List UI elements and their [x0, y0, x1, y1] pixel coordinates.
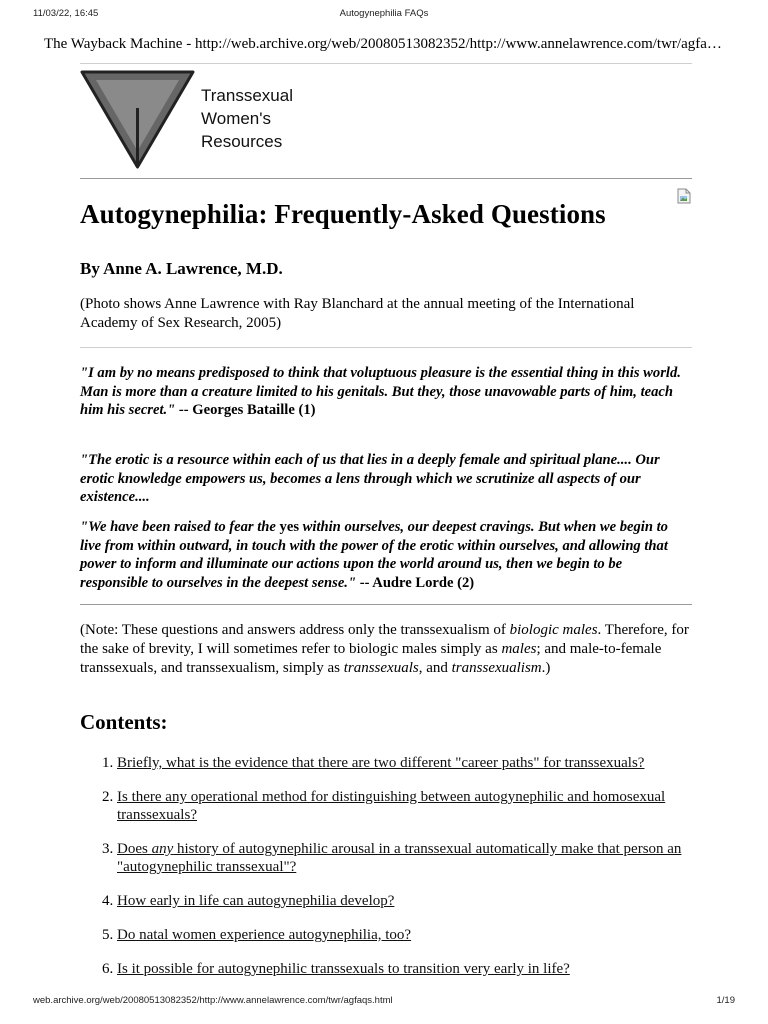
print-doc-title: Autogynephilia FAQs	[339, 8, 429, 19]
photo-caption: (Photo shows Anne Lawrence with Ray Blanchard at the annual meeting of the International Academy of Sex Research, 2005)	[80, 296, 635, 331]
note-text: , and	[418, 660, 452, 676]
quote-text: "The erotic is a resource within each of us that lies in a deeply female and spiritual plane.... Our erotic knowledge empowers us, becomes a lens through which we scrutinize all aspects of our existence....	[80, 452, 660, 505]
wayback-bar	[44, 36, 744, 53]
contents-link[interactable]: Is it possible for autogynephilic transsexuals to transition very early in life?	[117, 961, 570, 977]
logo-line-2: Women's	[201, 109, 272, 128]
wayback-label: The Wayback Machine -	[44, 36, 195, 52]
note-text: (Note: These questions and answers address only the transsexualism of	[80, 622, 510, 638]
link-text: Does	[117, 841, 152, 857]
quote-emphasis: yes	[279, 519, 300, 535]
byline: By Anne A. Lawrence, M.D.	[80, 259, 283, 278]
logo-line-3: Resources	[201, 132, 283, 151]
contents-item	[117, 840, 729, 876]
note-text: . Therefore, for the sake of brevity, I will sometimes refer to biologic males simply as	[80, 622, 689, 657]
quote-attribution: -- Audre Lorde (2)	[356, 574, 475, 591]
page-number: 1/19	[716, 995, 735, 1006]
contents-link[interactable]: Do natal women experience autogynephilia, too?	[117, 927, 412, 943]
print-footer	[0, 995, 768, 1009]
print-footer-url: web.archive.org/web/20080513082352/http://www.annelawrence.com/twr/agfaqs.html	[33, 995, 393, 1006]
contents-link[interactable]	[117, 841, 681, 875]
quote-text: within ourselves, our deepest cravings. But when we begin to live from within outward, in touch with the power of the erotic within ourselves, and allowing that power to inform and illuminate our actions upon the world around us, then we begin to be responsible to ourselves in the deepest sense."	[80, 519, 668, 591]
print-timestamp: 11/03/22, 16:45	[33, 8, 99, 19]
contents-list	[80, 754, 729, 978]
divider	[80, 347, 692, 348]
contents-link[interactable]: How early in life can autogynephilia develop?	[117, 893, 395, 909]
logo-triangle-icon[interactable]	[80, 70, 195, 170]
wayback-url[interactable]: http://web.archive.org/web/20080513082352/http://www.annelawrence.com/twr/agfa…	[194, 36, 722, 52]
divider	[80, 604, 692, 605]
contents-item	[117, 892, 729, 910]
contents-item	[117, 754, 729, 772]
contents-link[interactable]: Briefly, what is the evidence that there are two different "career paths" for transsexuals?	[117, 755, 645, 771]
link-text: history of autogynephilic arousal in a transsexual automatically make that person an "autogynephilic transsexual"?	[117, 841, 682, 875]
note-text: .)	[541, 660, 551, 676]
contents-heading: Contents:	[80, 710, 168, 734]
print-header	[0, 8, 768, 22]
quote-text: "I am by no means predisposed to think that voluptuous pleasure is the essential thing in this world. Man is more than a creature limited to his genitals. But they, those unavowable parts of him, teach him his secret."	[80, 365, 681, 418]
quote-attribution: -- Georges Bataille (1)	[175, 402, 316, 418]
note-emphasis: transsexualism	[451, 660, 542, 676]
scope-note	[80, 621, 692, 678]
contents-item	[117, 788, 729, 824]
contents-item	[117, 960, 729, 978]
quote-text: "We have been raised to fear the	[80, 519, 280, 535]
logo-text	[201, 84, 293, 153]
contents-item	[117, 926, 729, 944]
broken-image-icon	[676, 188, 692, 204]
note-emphasis: males	[501, 641, 537, 657]
note-emphasis: transsexuals	[343, 660, 419, 676]
logo-line-1: Transsexual	[201, 86, 293, 105]
quote-bataille	[80, 364, 692, 420]
link-emphasis: any	[151, 841, 174, 857]
note-text: ; and male-to-female transsexuals, and transsexualism, simply as	[80, 641, 662, 676]
quote-lorde-2	[80, 518, 692, 592]
contents-link[interactable]: Is there any operational method for distinguishing between autogynephilic and homosexual transsexuals?	[117, 789, 666, 823]
divider	[80, 178, 692, 179]
quote-lorde-1	[80, 451, 692, 507]
divider	[80, 63, 692, 64]
page-title: Autogynephilia: Frequently-Asked Questions	[80, 199, 606, 229]
note-emphasis: biologic males	[509, 622, 598, 638]
